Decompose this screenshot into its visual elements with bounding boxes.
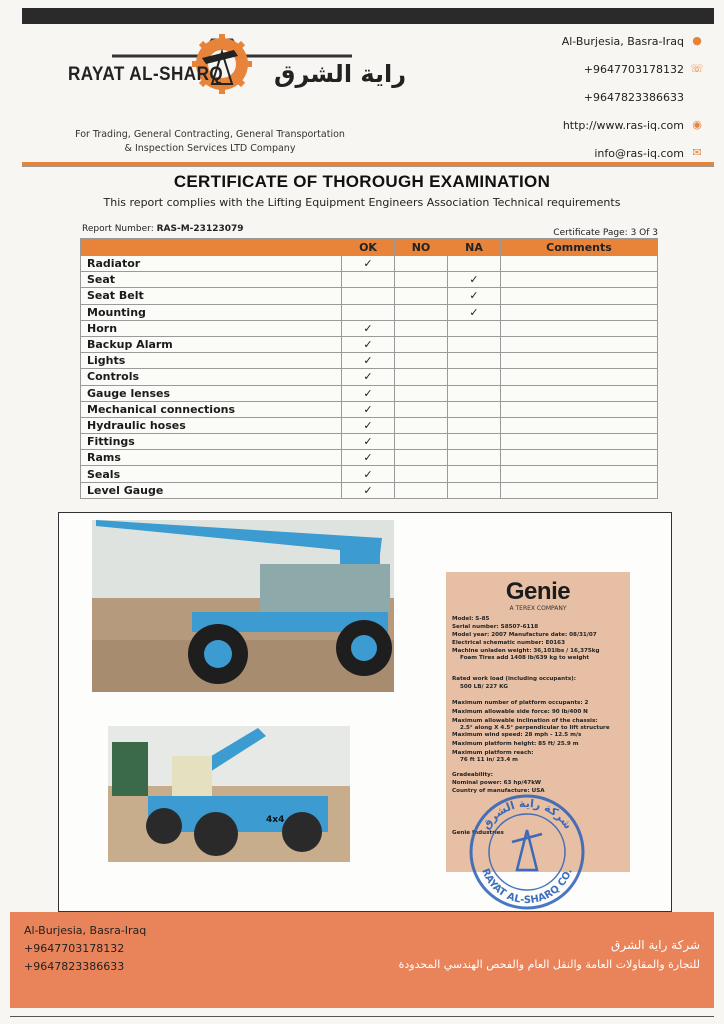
boom-lift-photo-2 (108, 726, 350, 862)
table-row (81, 320, 658, 336)
plate-line: Maximum number of platform occupants: 2 (452, 700, 589, 706)
row-na-cell (448, 434, 501, 450)
row-ok-cell (342, 482, 395, 498)
row-item-label: Seat (81, 272, 342, 288)
row-ok-cell (342, 288, 395, 304)
row-no-cell (395, 401, 448, 417)
row-no-cell (395, 256, 448, 272)
row-na-cell (448, 482, 501, 498)
top-dark-bar (22, 8, 714, 24)
plate-line: 500 LB/ 227 KG (460, 684, 508, 690)
tagline-line-2: & Inspection Services LTD Company (124, 143, 296, 154)
phone-icon: ☏ (690, 62, 704, 75)
checkmark-icon: ✓ (363, 402, 373, 416)
row-item-label: Radiator (81, 256, 342, 272)
contact-phone-2: +9647823386633 (583, 90, 684, 104)
contact-phone-1: +9647703178132 ☏ (583, 62, 704, 76)
row-na-cell (448, 336, 501, 352)
row-item-label: Fittings (81, 434, 342, 450)
row-comments-cell (501, 401, 658, 417)
row-comments-cell (501, 320, 658, 336)
table-row (81, 401, 658, 417)
letterhead (22, 24, 714, 164)
row-item-label: Lights (81, 353, 342, 369)
row-no-cell (395, 369, 448, 385)
row-na-cell (448, 417, 501, 433)
plate-line: Genie Industries (452, 830, 504, 836)
brand-name-english: RAYAT AL-SHARQ (68, 64, 224, 85)
table-row (81, 353, 658, 369)
row-ok-cell (342, 385, 395, 401)
examination-table (80, 238, 658, 499)
footer-phone-1: +9647703178132 (24, 942, 125, 955)
row-item-label: Seat Belt (81, 288, 342, 304)
row-ok-cell (342, 256, 395, 272)
footer-address: Al-Burjesia, Basra-Iraq (24, 924, 147, 937)
row-comments-cell (501, 288, 658, 304)
row-ok-cell (342, 336, 395, 352)
row-comments-cell (501, 304, 658, 320)
checkmark-icon: ✓ (469, 289, 479, 303)
row-na-cell (448, 385, 501, 401)
checkmark-icon: ✓ (363, 321, 373, 335)
checkmark-icon: ✓ (469, 305, 479, 319)
checkmark-icon: ✓ (363, 467, 373, 481)
table-row (81, 272, 658, 288)
plate-line: Maximum allowable side force: 90 lb/400 N (452, 709, 588, 715)
col-na-header: NA (448, 239, 501, 256)
col-comments-header: Comments (501, 239, 658, 256)
row-item-label: Rams (81, 450, 342, 466)
row-no-cell (395, 434, 448, 450)
svg-text:RAYAT AL-SHARQ CO. (479, 867, 574, 906)
row-comments-cell (501, 434, 658, 450)
row-no-cell (395, 320, 448, 336)
row-comments-cell (501, 272, 658, 288)
plate-line: Maximum platform reach: (452, 750, 534, 756)
bottom-divider (10, 1016, 714, 1017)
contact-address: Al-Burjesia, Basra-Iraq ● (562, 34, 704, 48)
table-row (81, 482, 658, 498)
row-no-cell (395, 417, 448, 433)
row-comments-cell (501, 466, 658, 482)
col-no-header: NO (395, 239, 448, 256)
plate-line: Gradeability: (452, 772, 494, 778)
row-na-cell (448, 288, 501, 304)
row-na-cell (448, 369, 501, 385)
row-ok-cell (342, 466, 395, 482)
plate-line: Country of manufacture: USA (452, 788, 545, 794)
certificate-subtitle: This report complies with the Lifting Equipment Engineers Association Technical requirements (103, 196, 621, 209)
plate-line: Maximum wind speed: 28 mph - 12.5 m/s (452, 732, 582, 738)
row-comments-cell (501, 385, 658, 401)
row-comments-cell (501, 482, 658, 498)
location-pin-icon: ● (692, 34, 702, 47)
row-ok-cell (342, 353, 395, 369)
table-row (81, 385, 658, 401)
row-ok-cell (342, 434, 395, 450)
plate-line: Model: S-85 (452, 616, 490, 622)
checkmark-icon: ✓ (363, 483, 373, 497)
brand-name-arabic: راية الشرق (274, 60, 407, 88)
row-no-cell (395, 288, 448, 304)
contact-website[interactable]: http://www.ras-iq.com ◉ (563, 118, 704, 132)
plate-line: 2.5° along X 4.5° perpendicular to lift structure (460, 725, 610, 731)
page-footer (10, 912, 714, 1008)
row-no-cell (395, 482, 448, 498)
plate-line: Foam Tires add 1408 lb/639 kg to weight (460, 655, 590, 661)
footer-company-arabic: شركة راية الشرق (611, 938, 700, 952)
stamp-english-text: RAYAT AL-SHARQ CO. (479, 867, 575, 907)
row-ok-cell (342, 450, 395, 466)
row-item-label: Hydraulic hoses (81, 417, 342, 433)
globe-icon: ◉ (692, 118, 702, 131)
plate-line: Model year: 2007 Manufacture date: 08/31/07 (452, 632, 597, 638)
table-row (81, 304, 658, 320)
table-header-row (81, 239, 658, 256)
plate-line: Rated work load (including occupants): (452, 676, 576, 682)
checkmark-icon: ✓ (363, 370, 373, 384)
checkmark-icon: ✓ (363, 386, 373, 400)
row-na-cell (448, 320, 501, 336)
row-no-cell (395, 272, 448, 288)
table-row (81, 417, 658, 433)
checkmark-icon: ✓ (363, 451, 373, 465)
row-no-cell (395, 450, 448, 466)
contact-email[interactable]: info@ras-iq.com ✉ (594, 146, 704, 160)
company-stamp (462, 790, 592, 914)
checkmark-icon: ✓ (363, 418, 373, 432)
col-ok-header: OK (342, 239, 395, 256)
plate-brand: Genie (505, 578, 571, 605)
row-comments-cell (501, 353, 658, 369)
boom-lift-photo-1 (92, 520, 394, 692)
row-no-cell (395, 385, 448, 401)
company-tagline (60, 128, 360, 156)
row-item-label: Horn (81, 320, 342, 336)
row-na-cell (448, 272, 501, 288)
row-no-cell (395, 466, 448, 482)
table-row (81, 434, 658, 450)
table-row (81, 450, 658, 466)
table-row (81, 288, 658, 304)
header-divider-thin (22, 166, 714, 167)
photo2-tag-text: 4x4 (266, 815, 285, 825)
plate-line: 76 ft 11 in/ 23.4 m (460, 757, 518, 763)
plate-line: Nominal power: 63 hp/47kW (452, 780, 542, 786)
row-na-cell (448, 466, 501, 482)
table-row (81, 466, 658, 482)
row-ok-cell (342, 320, 395, 336)
tagline-line-1: For Trading, General Contracting, General Transportation (75, 129, 345, 140)
row-no-cell (395, 336, 448, 352)
row-na-cell (448, 450, 501, 466)
report-number-value: RAS-M-23123079 (156, 224, 244, 234)
plate-line: Electrical schematic number: E0163 (452, 640, 565, 646)
row-ok-cell (342, 369, 395, 385)
row-no-cell (395, 353, 448, 369)
row-item-label: Mechanical connections (81, 401, 342, 417)
stamp-arabic-text: شركة راية الشرق (479, 796, 575, 832)
footer-description-arabic: للتجارة والمقاولات العامة والنقل العام والفحص الهندسي المحدودة (398, 958, 700, 971)
checkmark-icon: ✓ (363, 435, 373, 449)
row-na-cell (448, 401, 501, 417)
row-na-cell (448, 304, 501, 320)
certificate-page: Certificate Page: 3 Of 3 (553, 228, 658, 238)
row-comments-cell (501, 369, 658, 385)
row-comments-cell (501, 417, 658, 433)
checkmark-icon: ✓ (363, 354, 373, 368)
col-item-header (81, 239, 342, 256)
row-ok-cell (342, 272, 395, 288)
plate-company: A TEREX COMPANY (509, 605, 567, 612)
row-item-label: Mounting (81, 304, 342, 320)
table-row (81, 336, 658, 352)
table-row (81, 256, 658, 272)
plate-line: Serial number: S8507-6118 (452, 624, 539, 630)
row-item-label: Backup Alarm (81, 336, 342, 352)
row-ok-cell (342, 417, 395, 433)
plate-line: Maximum allowable inclination of the chassis: (452, 718, 598, 724)
row-na-cell (448, 256, 501, 272)
row-ok-cell (342, 401, 395, 417)
row-item-label: Controls (81, 369, 342, 385)
checkmark-icon: ✓ (469, 273, 479, 287)
plate-line: Maximum platform height: 85 ft/ 25.9 m (452, 741, 579, 747)
report-number: Report Number: RAS-M-23123079 (82, 224, 244, 234)
envelope-icon: ✉ (692, 146, 702, 159)
row-comments-cell (501, 336, 658, 352)
certificate-title: CERTIFICATE OF THOROUGH EXAMINATION (173, 172, 551, 191)
row-comments-cell (501, 450, 658, 466)
checkmark-icon: ✓ (363, 257, 373, 271)
row-item-label: Gauge lenses (81, 385, 342, 401)
footer-phone-2: +9647823386633 (24, 960, 125, 973)
table-row (81, 369, 658, 385)
plate-line: Machine unladen weight: 36,101lbs / 16,375kg (452, 648, 600, 654)
row-ok-cell (342, 304, 395, 320)
row-item-label: Seals (81, 466, 342, 482)
row-na-cell (448, 353, 501, 369)
row-no-cell (395, 304, 448, 320)
row-item-label: Level Gauge (81, 482, 342, 498)
checkmark-icon: ✓ (363, 338, 373, 352)
row-comments-cell (501, 256, 658, 272)
